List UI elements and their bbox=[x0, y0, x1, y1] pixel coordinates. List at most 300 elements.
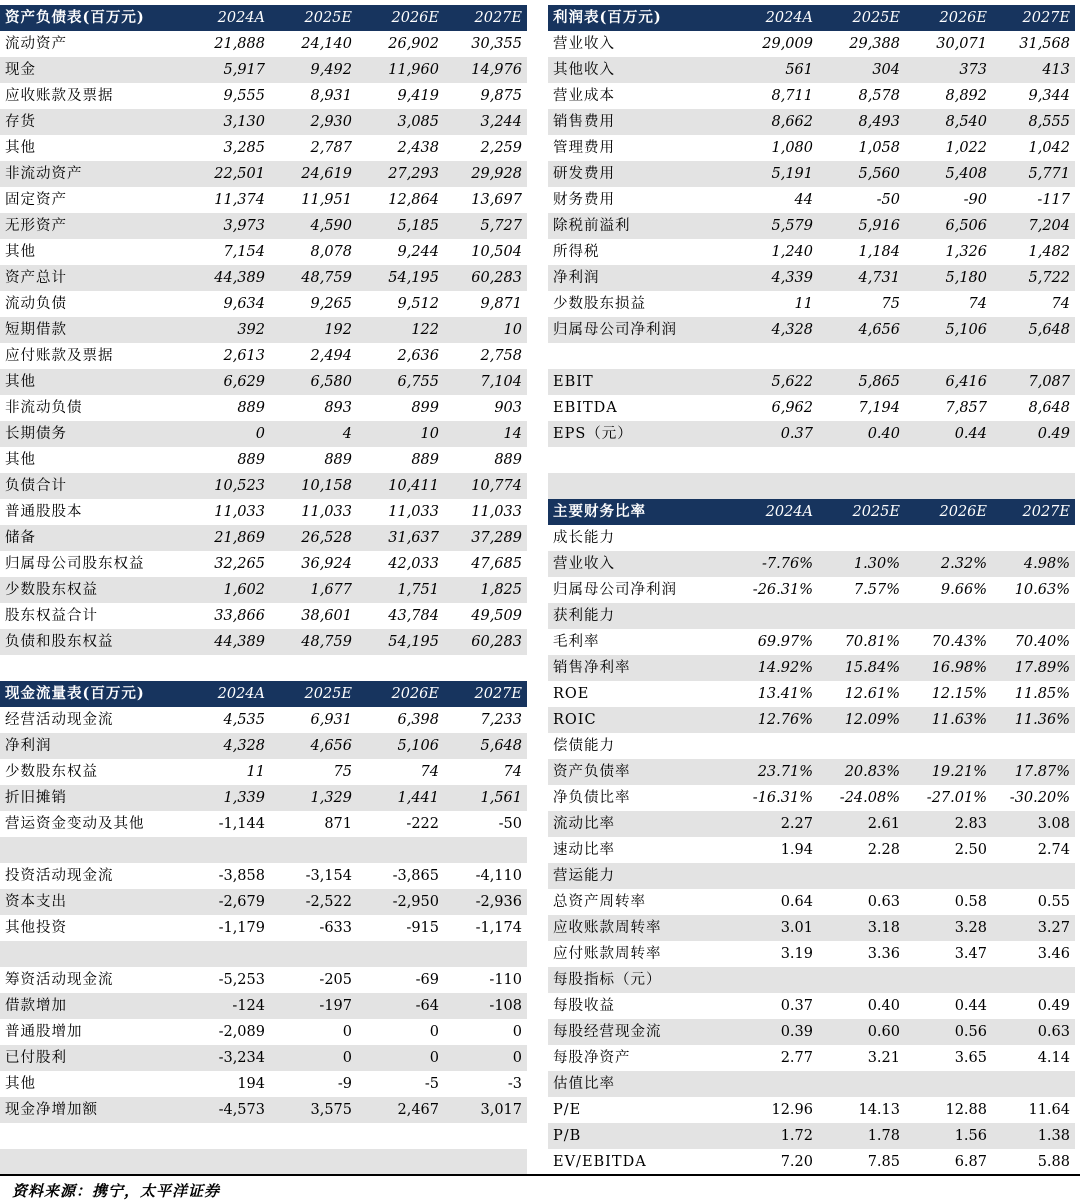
value-cell: 9,871 bbox=[480, 296, 522, 312]
table-row bbox=[548, 577, 1075, 603]
value-cell bbox=[444, 1149, 527, 1175]
value-cell bbox=[818, 1071, 905, 1097]
table-row bbox=[0, 993, 527, 1019]
value-cell: -64 bbox=[357, 993, 444, 1019]
value-cell: 0.64 bbox=[780, 894, 813, 910]
value-cell: -2,089 bbox=[218, 1024, 265, 1040]
table-row bbox=[548, 993, 1075, 1019]
value-cell: 12.15% bbox=[931, 686, 987, 702]
value-cell: 5,106 bbox=[905, 317, 992, 343]
value-cell: -205 bbox=[319, 972, 352, 988]
row-label: 偿债能力 bbox=[553, 738, 615, 754]
value-cell: -24.08% bbox=[839, 790, 900, 806]
row-label: 现金 bbox=[0, 57, 185, 83]
table-row bbox=[0, 421, 527, 447]
row-label: 应付账款及票据 bbox=[5, 348, 114, 364]
table-row bbox=[0, 1045, 527, 1071]
value-cell: 0.44 bbox=[905, 421, 992, 447]
value-cell: -2,522 bbox=[270, 889, 357, 915]
value-cell: -197 bbox=[270, 993, 357, 1019]
value-cell: 10,774 bbox=[444, 473, 527, 499]
table-row bbox=[0, 837, 527, 863]
row-label: 普通股股本 bbox=[5, 504, 83, 520]
table-row bbox=[0, 577, 527, 603]
row-label: 少数股东权益 bbox=[5, 764, 98, 780]
row-label: EBITDA bbox=[553, 400, 618, 416]
value-cell: 12,864 bbox=[388, 192, 439, 208]
table-row bbox=[548, 655, 1075, 681]
row-label: 其他 bbox=[5, 244, 36, 260]
table-row bbox=[0, 603, 527, 629]
table-row bbox=[0, 291, 527, 317]
value-cell: 2,930 bbox=[270, 109, 357, 135]
table-row bbox=[0, 551, 527, 577]
value-cell: 2.28 bbox=[867, 842, 900, 858]
value-cell bbox=[905, 473, 992, 499]
table-header-row bbox=[548, 499, 1075, 525]
table-row bbox=[0, 213, 527, 239]
table-row bbox=[0, 187, 527, 213]
value-cell: 11 bbox=[794, 296, 813, 312]
value-cell: 7,194 bbox=[858, 400, 900, 416]
value-cell: 8,555 bbox=[992, 109, 1075, 135]
row-label: 所得税 bbox=[553, 244, 600, 260]
value-cell: -110 bbox=[489, 972, 522, 988]
value-cell: 0.40 bbox=[867, 998, 900, 1014]
column-header: 2025E bbox=[270, 5, 357, 31]
value-cell: 4,731 bbox=[818, 265, 905, 291]
value-cell: 8,648 bbox=[1028, 400, 1070, 416]
value-cell: 2,787 bbox=[310, 140, 352, 156]
table-row bbox=[0, 785, 527, 811]
row-label: 营业成本 bbox=[553, 88, 615, 104]
row-label: 存货 bbox=[0, 109, 185, 135]
value-cell: 5,916 bbox=[818, 213, 905, 239]
table-row bbox=[548, 603, 1075, 629]
value-cell: 11,033 bbox=[471, 504, 522, 520]
value-cell bbox=[818, 967, 905, 993]
value-cell: 3,017 bbox=[444, 1097, 527, 1123]
table-row bbox=[548, 915, 1075, 941]
table-row bbox=[548, 187, 1075, 213]
value-cell: 14.13 bbox=[858, 1102, 900, 1118]
value-cell: 5,191 bbox=[733, 161, 818, 187]
value-cell: 3.27 bbox=[992, 915, 1075, 941]
value-cell: 0.63 bbox=[992, 1019, 1075, 1045]
value-cell: 1,184 bbox=[858, 244, 900, 260]
row-label: 销售费用 bbox=[548, 109, 733, 135]
value-cell: 889 bbox=[411, 452, 439, 468]
row-label: 净负债比率 bbox=[553, 790, 631, 806]
value-cell: 1,058 bbox=[858, 140, 900, 156]
value-cell: 10,158 bbox=[270, 473, 357, 499]
value-cell: 3,575 bbox=[270, 1097, 357, 1123]
value-cell: 2,636 bbox=[397, 348, 439, 364]
table-row bbox=[548, 551, 1075, 577]
value-cell: 2,494 bbox=[310, 348, 352, 364]
value-cell: 27,293 bbox=[357, 161, 444, 187]
row-label: 除税前溢利 bbox=[548, 213, 733, 239]
value-cell: 74 bbox=[420, 764, 439, 780]
table-row bbox=[548, 31, 1075, 57]
value-cell: 10 bbox=[357, 421, 444, 447]
table-row bbox=[548, 941, 1075, 967]
value-cell: 11.64 bbox=[1028, 1102, 1070, 1118]
value-cell: -50 bbox=[876, 192, 900, 208]
value-cell: 48,759 bbox=[270, 265, 357, 291]
value-cell bbox=[270, 941, 357, 967]
value-cell bbox=[818, 525, 905, 551]
table-row bbox=[548, 967, 1075, 993]
value-cell: 13,697 bbox=[471, 192, 522, 208]
row-label: 长期债务 bbox=[0, 421, 185, 447]
value-cell bbox=[818, 863, 905, 889]
value-cell: 8,078 bbox=[310, 244, 352, 260]
table-row bbox=[548, 239, 1075, 265]
value-cell: -7.76% bbox=[733, 551, 818, 577]
table-row bbox=[548, 629, 1075, 655]
table-row bbox=[0, 239, 527, 265]
value-cell: 16.98% bbox=[905, 655, 992, 681]
value-cell: -1,144 bbox=[218, 816, 265, 832]
row-label bbox=[0, 1149, 185, 1175]
value-cell: 3,973 bbox=[185, 213, 270, 239]
row-label: 短期借款 bbox=[0, 317, 185, 343]
value-cell: 11.85% bbox=[1014, 686, 1070, 702]
value-cell: 4,328 bbox=[185, 733, 270, 759]
table-row bbox=[0, 759, 527, 785]
value-cell: 9,634 bbox=[223, 296, 265, 312]
value-cell: 1.78 bbox=[818, 1123, 905, 1149]
value-cell: 9,875 bbox=[480, 88, 522, 104]
value-cell: 17.87% bbox=[992, 759, 1075, 785]
value-cell: 0 bbox=[429, 1024, 439, 1040]
table-title: 现金流量表(百万元) bbox=[0, 681, 185, 707]
value-cell: 9,492 bbox=[270, 57, 357, 83]
value-cell: 0 bbox=[444, 1045, 527, 1071]
value-cell: 14 bbox=[444, 421, 527, 447]
row-label: 研发费用 bbox=[548, 161, 733, 187]
value-cell: 30,071 bbox=[936, 36, 987, 52]
row-label: 每股净资产 bbox=[553, 1050, 631, 1066]
value-cell: 74 bbox=[1051, 296, 1070, 312]
row-label: 其他 bbox=[0, 369, 185, 395]
value-cell bbox=[992, 1071, 1075, 1097]
row-label: 借款增加 bbox=[0, 993, 185, 1019]
row-label: 应收账款及票据 bbox=[5, 88, 114, 104]
value-cell: 23.71% bbox=[733, 759, 818, 785]
value-cell: 8,711 bbox=[771, 88, 813, 104]
table-row bbox=[548, 707, 1075, 733]
row-label: 毛利率 bbox=[553, 634, 600, 650]
value-cell: 3,244 bbox=[444, 109, 527, 135]
table-row bbox=[0, 369, 527, 395]
value-cell: 0 bbox=[270, 1045, 357, 1071]
table-row bbox=[548, 1019, 1075, 1045]
value-cell bbox=[733, 1071, 818, 1097]
value-cell: -222 bbox=[406, 816, 439, 832]
value-cell bbox=[818, 343, 905, 369]
value-cell: 3,130 bbox=[185, 109, 270, 135]
value-cell: 5,622 bbox=[733, 369, 818, 395]
table-row bbox=[548, 421, 1075, 447]
value-cell: 0.63 bbox=[867, 894, 900, 910]
value-cell: 2,467 bbox=[357, 1097, 444, 1123]
value-cell: -50 bbox=[498, 816, 522, 832]
value-cell: 1.30% bbox=[818, 551, 905, 577]
row-label: 财务费用 bbox=[553, 192, 615, 208]
row-label: 资产负债率 bbox=[548, 759, 733, 785]
table-row bbox=[548, 1123, 1075, 1149]
value-cell: 11,951 bbox=[301, 192, 352, 208]
value-cell: 70.81% bbox=[844, 634, 900, 650]
value-cell: 24,619 bbox=[270, 161, 357, 187]
value-cell: 889 bbox=[494, 452, 522, 468]
value-cell: 5,917 bbox=[185, 57, 270, 83]
row-label: P/E bbox=[553, 1102, 582, 1118]
column-header: 2026E bbox=[357, 5, 444, 31]
value-cell: 0.39 bbox=[733, 1019, 818, 1045]
row-label: 归属母公司股东权益 bbox=[5, 556, 145, 572]
value-cell: 3.28 bbox=[905, 915, 992, 941]
value-cell: 74 bbox=[503, 764, 522, 780]
table-row bbox=[0, 343, 527, 369]
table-row bbox=[548, 473, 1075, 499]
table-row bbox=[0, 525, 527, 551]
footer-divider bbox=[0, 1174, 1080, 1176]
row-label: 流动资产 bbox=[5, 36, 67, 52]
value-cell: 1,561 bbox=[444, 785, 527, 811]
value-cell: -108 bbox=[444, 993, 527, 1019]
table-row bbox=[548, 213, 1075, 239]
row-label: 负债和股东权益 bbox=[0, 629, 185, 655]
table-row bbox=[0, 1071, 527, 1097]
row-label: 销售净利率 bbox=[548, 655, 733, 681]
value-cell: -30.20% bbox=[1009, 790, 1070, 806]
value-cell: 903 bbox=[494, 400, 522, 416]
value-cell: 9,344 bbox=[1028, 88, 1070, 104]
row-label: 已付股利 bbox=[0, 1045, 185, 1071]
column-header: 2027E bbox=[992, 499, 1075, 525]
value-cell: 0.56 bbox=[905, 1019, 992, 1045]
value-cell: 2.74 bbox=[1037, 842, 1070, 858]
value-cell: 1.72 bbox=[733, 1123, 818, 1149]
value-cell: -2,679 bbox=[185, 889, 270, 915]
value-cell: 10,504 bbox=[471, 244, 522, 260]
value-cell: 1,080 bbox=[771, 140, 813, 156]
value-cell: 122 bbox=[357, 317, 444, 343]
value-cell bbox=[444, 941, 527, 967]
value-cell bbox=[733, 525, 818, 551]
row-label: 无形资产 bbox=[0, 213, 185, 239]
value-cell: -633 bbox=[319, 920, 352, 936]
value-cell bbox=[733, 733, 818, 759]
value-cell bbox=[733, 863, 818, 889]
value-cell: 3.08 bbox=[992, 811, 1075, 837]
column-header: 2026E bbox=[905, 499, 992, 525]
table-row bbox=[548, 837, 1075, 863]
row-label: 净利润 bbox=[548, 265, 733, 291]
value-cell: 10.63% bbox=[1014, 582, 1070, 598]
value-cell: -69 bbox=[415, 972, 439, 988]
value-cell: 26,528 bbox=[270, 525, 357, 551]
value-cell bbox=[905, 525, 992, 551]
value-cell: 6,580 bbox=[270, 369, 357, 395]
table-row bbox=[548, 1071, 1075, 1097]
value-cell: 60,283 bbox=[444, 629, 527, 655]
value-cell: 6,755 bbox=[357, 369, 444, 395]
value-cell bbox=[905, 447, 992, 473]
balance-sheet-table bbox=[0, 5, 527, 655]
value-cell: 5,408 bbox=[905, 161, 992, 187]
value-cell: -1,179 bbox=[218, 920, 265, 936]
row-label: 每股经营现金流 bbox=[548, 1019, 733, 1045]
value-cell: 3.47 bbox=[954, 946, 987, 962]
value-cell: 69.97% bbox=[757, 634, 813, 650]
value-cell: 899 bbox=[411, 400, 439, 416]
value-cell bbox=[185, 1123, 270, 1149]
row-label: 每股指标（元） bbox=[548, 967, 733, 993]
value-cell: -5,253 bbox=[218, 972, 265, 988]
value-cell: 0.49 bbox=[992, 421, 1075, 447]
value-cell: 3,285 bbox=[223, 140, 265, 156]
value-cell: 889 bbox=[237, 400, 265, 416]
row-label: ROIC bbox=[548, 707, 733, 733]
row-label: 非流动资产 bbox=[0, 161, 185, 187]
row-label: 归属母公司净利润 bbox=[553, 582, 677, 598]
value-cell: 889 bbox=[237, 452, 265, 468]
value-cell: 1,326 bbox=[945, 244, 987, 260]
value-cell: 0 bbox=[342, 1024, 352, 1040]
value-cell: 10,523 bbox=[185, 473, 270, 499]
value-cell: 3.21 bbox=[867, 1050, 900, 1066]
row-label: 其他收入 bbox=[548, 57, 733, 83]
value-cell: 48,759 bbox=[270, 629, 357, 655]
value-cell: -9 bbox=[337, 1076, 352, 1092]
value-cell: -90 bbox=[963, 192, 987, 208]
value-cell: 15.84% bbox=[818, 655, 905, 681]
value-cell: 7.85 bbox=[867, 1154, 900, 1170]
table-row bbox=[548, 447, 1075, 473]
value-cell bbox=[818, 447, 905, 473]
value-cell: 11.36% bbox=[992, 707, 1075, 733]
value-cell: -4,110 bbox=[475, 868, 522, 884]
value-cell: 4,656 bbox=[270, 733, 357, 759]
value-cell bbox=[270, 837, 357, 863]
row-label bbox=[0, 837, 185, 863]
row-label: 营运资金变动及其他 bbox=[5, 816, 145, 832]
table-row bbox=[0, 1149, 527, 1175]
column-header: 2024A bbox=[185, 5, 270, 31]
value-cell: 21,869 bbox=[185, 525, 270, 551]
value-cell: 47,685 bbox=[471, 556, 522, 572]
table-row bbox=[0, 889, 527, 915]
table-row bbox=[0, 629, 527, 655]
value-cell: 21,888 bbox=[214, 36, 265, 52]
value-cell: 561 bbox=[733, 57, 818, 83]
table-row bbox=[0, 83, 527, 109]
value-cell: 5,180 bbox=[905, 265, 992, 291]
value-cell: 9,265 bbox=[310, 296, 352, 312]
value-cell: -26.31% bbox=[752, 582, 813, 598]
column-header: 2025E bbox=[818, 499, 905, 525]
table-row bbox=[0, 733, 527, 759]
table-row bbox=[548, 291, 1075, 317]
value-cell bbox=[185, 1149, 270, 1175]
value-cell: 7,857 bbox=[945, 400, 987, 416]
table-title: 利润表(百万元) bbox=[548, 5, 733, 31]
row-label: EBIT bbox=[548, 369, 733, 395]
row-label: 估值比率 bbox=[548, 1071, 733, 1097]
value-cell: 6,398 bbox=[397, 712, 439, 728]
value-cell: 4 bbox=[270, 421, 357, 447]
value-cell: 54,195 bbox=[357, 265, 444, 291]
column-header: 2024A bbox=[185, 681, 270, 707]
value-cell: 0 bbox=[185, 421, 270, 447]
value-cell: 5,106 bbox=[357, 733, 444, 759]
row-label: 应付账款周转率 bbox=[553, 946, 662, 962]
value-cell bbox=[992, 733, 1075, 759]
value-cell: 0.55 bbox=[1037, 894, 1070, 910]
value-cell: 0.37 bbox=[780, 998, 813, 1014]
table-row bbox=[548, 1149, 1075, 1175]
value-cell: 6,931 bbox=[310, 712, 352, 728]
value-cell: 13.41% bbox=[757, 686, 813, 702]
table-row bbox=[548, 785, 1075, 811]
value-cell bbox=[270, 1123, 357, 1149]
value-cell: 3.46 bbox=[1037, 946, 1070, 962]
row-label: 获利能力 bbox=[548, 603, 733, 629]
value-cell bbox=[905, 967, 992, 993]
row-label bbox=[548, 343, 733, 369]
row-label: EV/EBITDA bbox=[553, 1154, 647, 1170]
table-row bbox=[548, 161, 1075, 187]
value-cell: 6,629 bbox=[185, 369, 270, 395]
value-cell: 29,388 bbox=[849, 36, 900, 52]
value-cell bbox=[357, 837, 444, 863]
value-cell: 4,656 bbox=[818, 317, 905, 343]
value-cell: 4,590 bbox=[270, 213, 357, 239]
value-cell bbox=[357, 1149, 444, 1175]
row-label: 储备 bbox=[0, 525, 185, 551]
table-row bbox=[548, 1045, 1075, 1071]
value-cell: 0.58 bbox=[954, 894, 987, 910]
value-cell: 2,438 bbox=[397, 140, 439, 156]
value-cell: 8,931 bbox=[310, 88, 352, 104]
row-label: 固定资产 bbox=[5, 192, 67, 208]
table-row bbox=[548, 265, 1075, 291]
table-title: 资产负债表(百万元) bbox=[0, 5, 185, 31]
value-cell: 392 bbox=[185, 317, 270, 343]
value-cell: 1,751 bbox=[357, 577, 444, 603]
value-cell bbox=[733, 473, 818, 499]
table-row bbox=[0, 915, 527, 941]
value-cell: 871 bbox=[324, 816, 352, 832]
table-row bbox=[548, 57, 1075, 83]
value-cell: 9,419 bbox=[397, 88, 439, 104]
table-row bbox=[0, 811, 527, 837]
value-cell: 3.36 bbox=[867, 946, 900, 962]
value-cell bbox=[992, 525, 1075, 551]
value-cell bbox=[733, 343, 818, 369]
value-cell: 29,928 bbox=[444, 161, 527, 187]
table-row bbox=[0, 1019, 527, 1045]
value-cell bbox=[733, 967, 818, 993]
value-cell bbox=[992, 603, 1075, 629]
value-cell: 8,578 bbox=[858, 88, 900, 104]
value-cell: 304 bbox=[818, 57, 905, 83]
value-cell bbox=[905, 733, 992, 759]
